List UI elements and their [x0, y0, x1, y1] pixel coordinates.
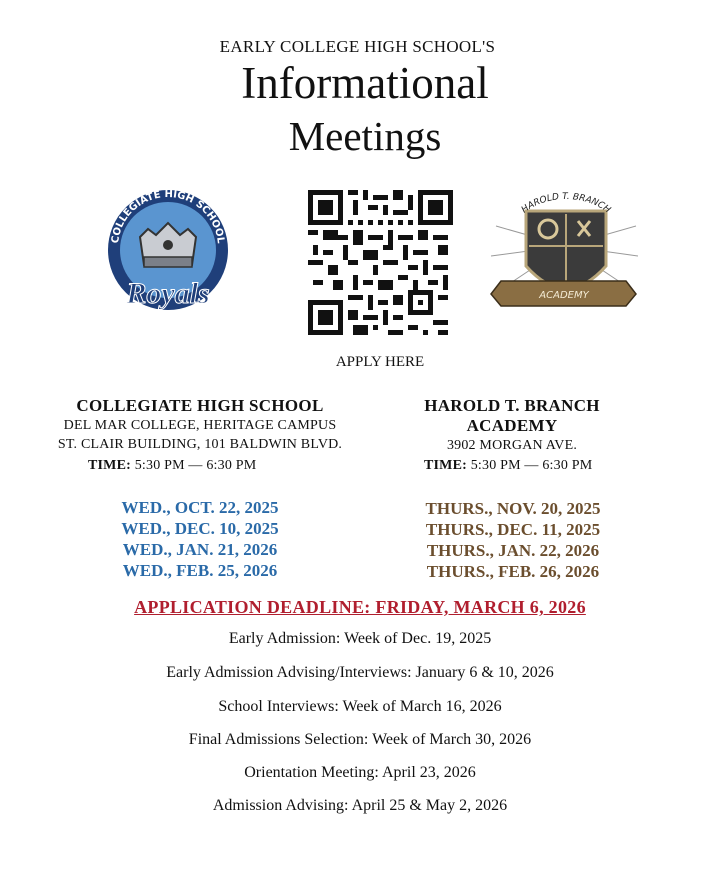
branch-date: THURS., DEC. 11, 2025	[425, 520, 601, 539]
branch-address: 3902 MORGAN AVE.	[446, 438, 578, 453]
collegiate-time-value: 5:30 PM — 6:30 PM	[134, 458, 257, 473]
branch-date: THURS., FEB. 26, 2026	[426, 562, 600, 581]
schedule-item: Final Admissions Selection: Week of March 30, 2026	[188, 731, 532, 748]
logo-right-banner-text: ACADEMY	[539, 290, 589, 301]
branch-date: THURS., JAN. 22, 2026	[426, 541, 600, 560]
schedule-item: Orientation Meeting: April 23, 2026	[244, 764, 476, 781]
branch-dates	[398, 498, 628, 582]
branch-name-line-2: ACADEMY	[466, 416, 558, 435]
branch-name-line-1: HAROLD T. BRANCH	[424, 396, 600, 415]
apply-here-label: APPLY HERE	[335, 354, 425, 370]
schedule-item: Admission Advising: April 25 & May 2, 2026	[212, 797, 508, 814]
collegiate-address-2: ST. CLAIR BUILDING, 101 BALDWIN BLVD.	[57, 437, 343, 452]
collegiate-address-1: DEL MAR COLLEGE, HERITAGE CAMPUS	[63, 418, 337, 433]
collegiate-date: WED., FEB. 25, 2026	[122, 561, 278, 580]
branch-time	[424, 458, 654, 474]
title-line-2: Meetings	[288, 113, 442, 159]
qr-code[interactable]	[308, 190, 453, 335]
collegiate-time-label: TIME:	[88, 458, 131, 473]
application-deadline: APPLICATION DEADLINE: FRIDAY, MARCH 6, 2026	[134, 597, 586, 617]
collegiate-date: WED., JAN. 21, 2026	[122, 540, 278, 559]
collegiate-date: WED., DEC. 10, 2025	[121, 519, 279, 538]
collegiate-time	[88, 458, 348, 474]
title-line-1: Informational	[241, 58, 489, 108]
schedule-item: School Interviews: Week of March 16, 2026	[218, 698, 502, 715]
collegiate-name: COLLEGIATE HIGH SCHOOL	[76, 396, 324, 415]
collegiate-royals-logo	[100, 185, 235, 325]
branch-time-label: TIME:	[424, 458, 467, 473]
collegiate-date: WED., OCT. 22, 2025	[121, 498, 279, 517]
branch-date: THURS., NOV. 20, 2025	[425, 499, 601, 518]
schedule-item: Early Admission Advising/Interviews: January 6 & 10, 2026	[166, 664, 554, 681]
crown-icon	[140, 223, 196, 267]
logo-left-arc-text: COLLEGIATE HIGH SCHOOL	[110, 188, 226, 245]
logo-right-arc-text: HAROLD T. BRANCH	[519, 191, 613, 216]
logo-left-script: Royals	[126, 277, 210, 310]
branch-time-value: 5:30 PM — 6:30 PM	[470, 458, 593, 473]
harold-branch-academy-logo	[486, 186, 641, 321]
schedule-item: Early Admission: Week of Dec. 19, 2025	[228, 630, 492, 647]
collegiate-dates	[90, 497, 310, 581]
subtitle: EARLY COLLEGE HIGH SCHOOL'S	[219, 37, 496, 56]
